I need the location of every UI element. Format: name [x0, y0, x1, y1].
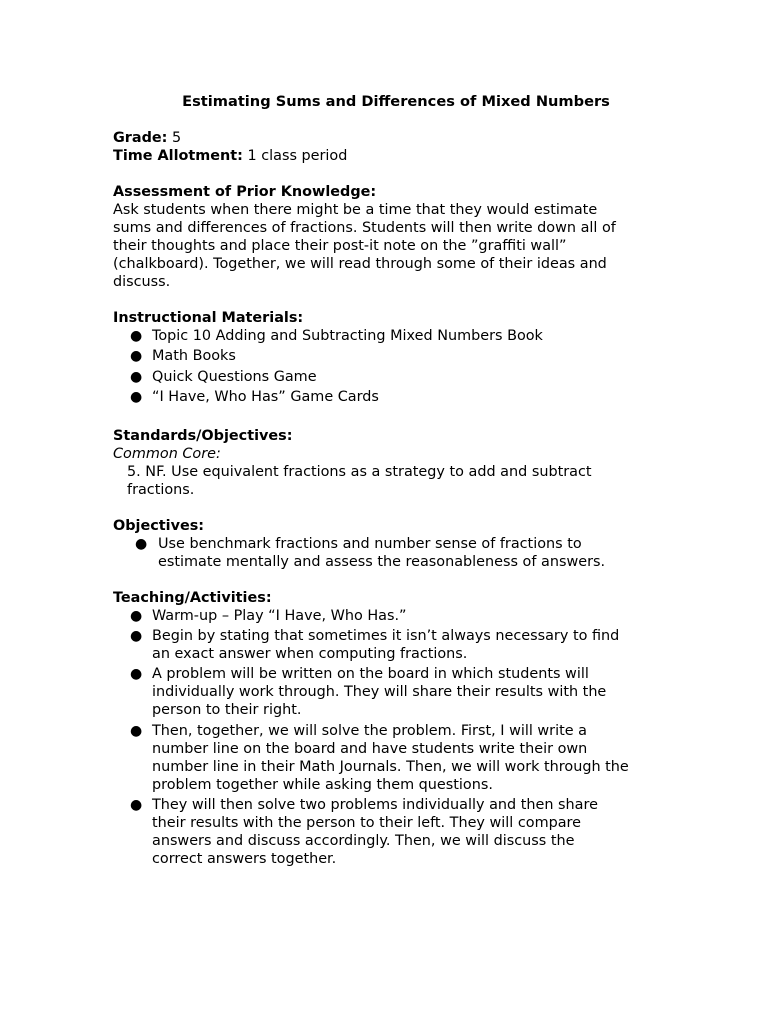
lesson-plan [113, 93, 673, 871]
grade-line [113, 129, 673, 147]
bullet-icon: ● [130, 389, 143, 406]
bullet-icon: ● [130, 627, 143, 644]
bullet-icon: ● [135, 535, 148, 552]
list-item: ● “I Have, Who Has” Game Cards [130, 389, 379, 406]
assessment-heading: Assessment of Prior Knowledge: [113, 184, 377, 200]
assessment-line: discuss. [113, 274, 171, 290]
standard-line: 5. NF. Use equivalent fractions as a strategy to add and subtract [127, 463, 592, 480]
list-item: ● Use benchmark fractions and number sense of fractions to estimate mentally and assess the reasonableness of answers. [135, 535, 606, 570]
bullet-icon: ● [130, 666, 143, 683]
grade-value: 5 [172, 130, 182, 146]
list-item: ● Math Books [130, 348, 236, 365]
time-allotment-value: 1 class period [247, 148, 348, 164]
list-item: ● Quick Questions Game [130, 368, 317, 385]
standard-line: fractions. [127, 481, 195, 498]
list-item: ● A problem will be written on the board in which students will individually work through. They will share their results with the person to their right. [130, 666, 607, 719]
assessment-text [113, 201, 673, 291]
common-core-label: Common Core: [113, 445, 221, 462]
objectives-list [113, 535, 673, 571]
bullet-icon: ● [130, 607, 143, 624]
list-item: ● Begin by stating that sometimes it isn’t always necessary to find an exact answer when computing fractions. [130, 627, 620, 662]
bullet-icon: ● [130, 722, 143, 739]
list-item: ● Topic 10 Adding and Subtracting Mixed Numbers Book [130, 328, 543, 344]
assessment-line: Ask students when there might be a time that they would estimate [113, 202, 598, 218]
time-allotment-line [113, 147, 673, 165]
time-allotment-label: Time Allotment: [113, 148, 243, 164]
list-item: ● Warm-up – Play “I Have, Who Has.” [130, 607, 407, 624]
materials-heading: Instructional Materials: [113, 310, 304, 326]
list-item: ● They will then solve two problems individually and then share their results with the person to their left. They will compare answers and discuss accordingly. Then, we will discuss the correct answers together. [130, 797, 598, 868]
page-title: Estimating Sums and Differences of Mixed Numbers [182, 93, 610, 110]
standard-text [113, 463, 673, 499]
standards-heading: Standards/Objectives: [113, 427, 293, 444]
assessment-line: (chalkboard). Together, we will read through some of their ideas and [113, 256, 607, 272]
grade-label: Grade: [113, 130, 168, 146]
objectives-heading: Objectives: [113, 517, 205, 534]
assessment-line: sums and differences of fractions. Students will then write down all of [113, 220, 616, 236]
bullet-icon: ● [130, 368, 143, 385]
list-item: ● Then, together, we will solve the problem. First, I will write a number line on the board and have students write their own number line in their Math Journals. Then, we will work through the problem together while asking them questions. [130, 722, 629, 793]
activities-list [113, 607, 673, 869]
materials-list [113, 327, 673, 406]
activities-heading: Teaching/Activities: [113, 589, 272, 606]
bullet-icon: ● [130, 348, 143, 365]
assessment-line: their thoughts and place their post-it note on the ”graffiti wall” [113, 238, 567, 254]
bullet-icon: ● [130, 797, 143, 814]
bullet-icon: ● [130, 328, 143, 344]
